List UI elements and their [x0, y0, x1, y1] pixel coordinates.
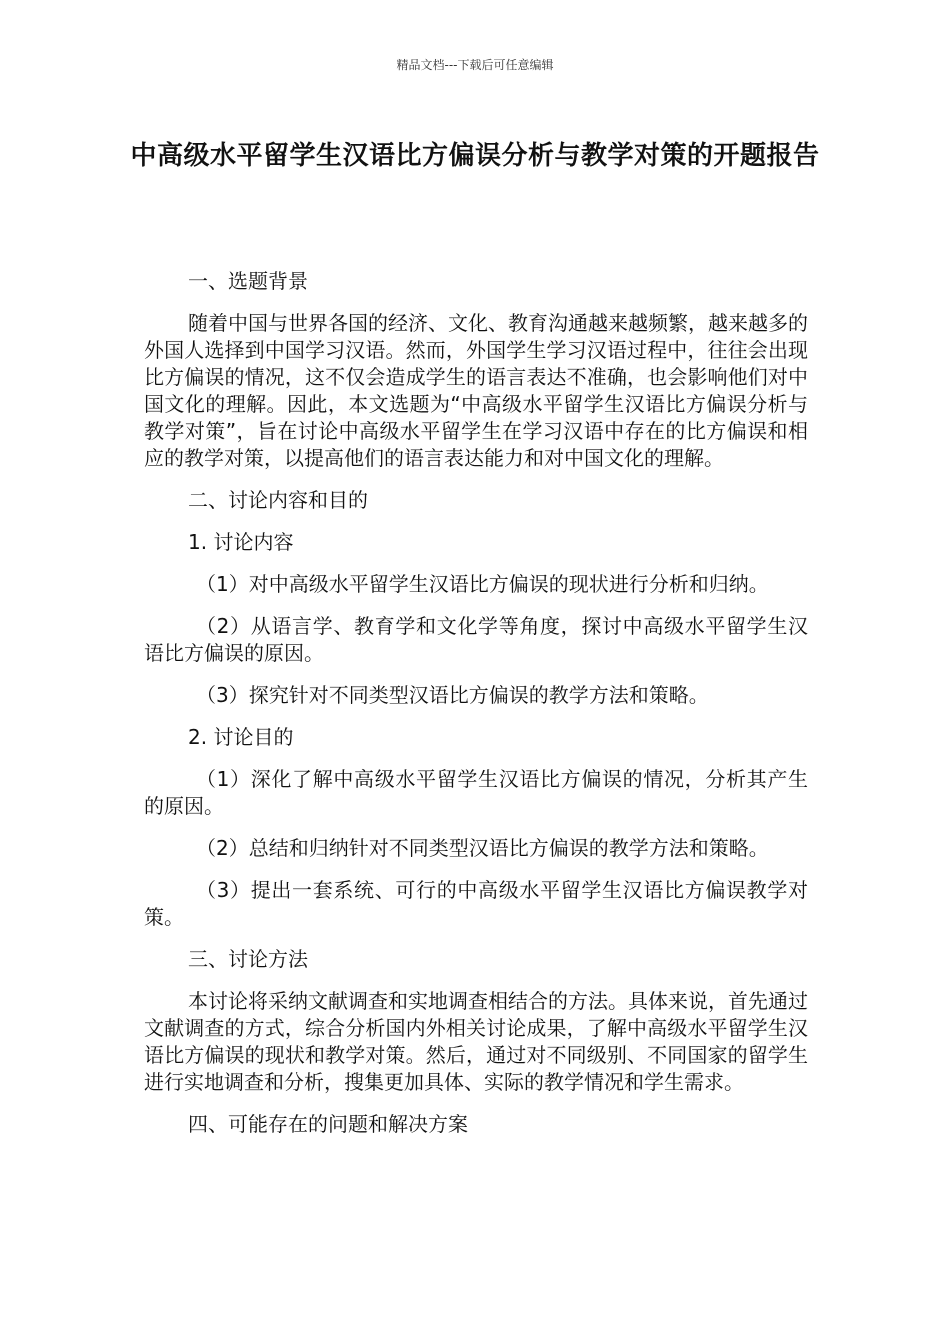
- document-title: 中高级水平留学生汉语比方偏误分析与教学对策的开题报告: [130, 141, 820, 171]
- list-item: （2）从语言学、教育学和文化学等角度，探讨中高级水平留学生汉语比方偏误的原因。: [144, 614, 808, 665]
- subsection-heading-purpose: 2. 讨论目的: [188, 725, 294, 749]
- section-heading-content-purpose: 二、讨论内容和目的: [188, 488, 368, 512]
- paragraph-methods: 本讨论将采纳文献调查和实地调查相结合的方法。具体来说，首先通过文献调查的方式，综合分析国内外相关讨论成果，了解中高级水平留学生汉语比方偏误的现状和教学对策。然后，通过对不同级别、不同国家的留学生进行实地调查和分析，搜集更加具体、实际的教学情况和学生需求。: [144, 989, 808, 1094]
- subsection-heading-content: 1. 讨论内容: [188, 530, 294, 554]
- section-heading-background: 一、选题背景: [188, 269, 308, 293]
- document-body: [144, 268, 808, 1153]
- list-item: （3）提出一套系统、可行的中高级水平留学生汉语比方偏误教学对策。: [144, 878, 808, 929]
- list-item: （1）对中高级水平留学生汉语比方偏误的现状进行分析和归纳。: [196, 572, 769, 596]
- list-item: （3）探究针对不同类型汉语比方偏误的教学方法和策略。: [196, 683, 709, 707]
- section-heading-problems: 四、可能存在的问题和解决方案: [188, 1112, 468, 1136]
- list-item: （2）总结和归纳针对不同类型汉语比方偏误的教学方法和策略。: [196, 836, 769, 860]
- section-heading-methods: 三、讨论方法: [188, 947, 308, 971]
- header-note: 精品文档---下载后可任意编辑: [396, 58, 554, 72]
- paragraph-background: 随着中国与世界各国的经济、文化、教育沟通越来越频繁，越来越多的外国人选择到中国学习汉语。然而，外国学生学习汉语过程中，往往会出现比方偏误的情况，这不仅会造成学生的语言表达不准确，也会影响他们对中国文化的理解。因此，本文选题为“中高级水平留学生汉语比方偏误分析与教学对策”，旨在讨论中高级水平留学生在学习汉语中存在的比方偏误和相应的教学对策，以提高他们的语言表达能力和对中国文化的理解。: [144, 311, 808, 470]
- list-item: （1）深化了解中高级水平留学生汉语比方偏误的情况，分析其产生的原因。: [144, 767, 808, 818]
